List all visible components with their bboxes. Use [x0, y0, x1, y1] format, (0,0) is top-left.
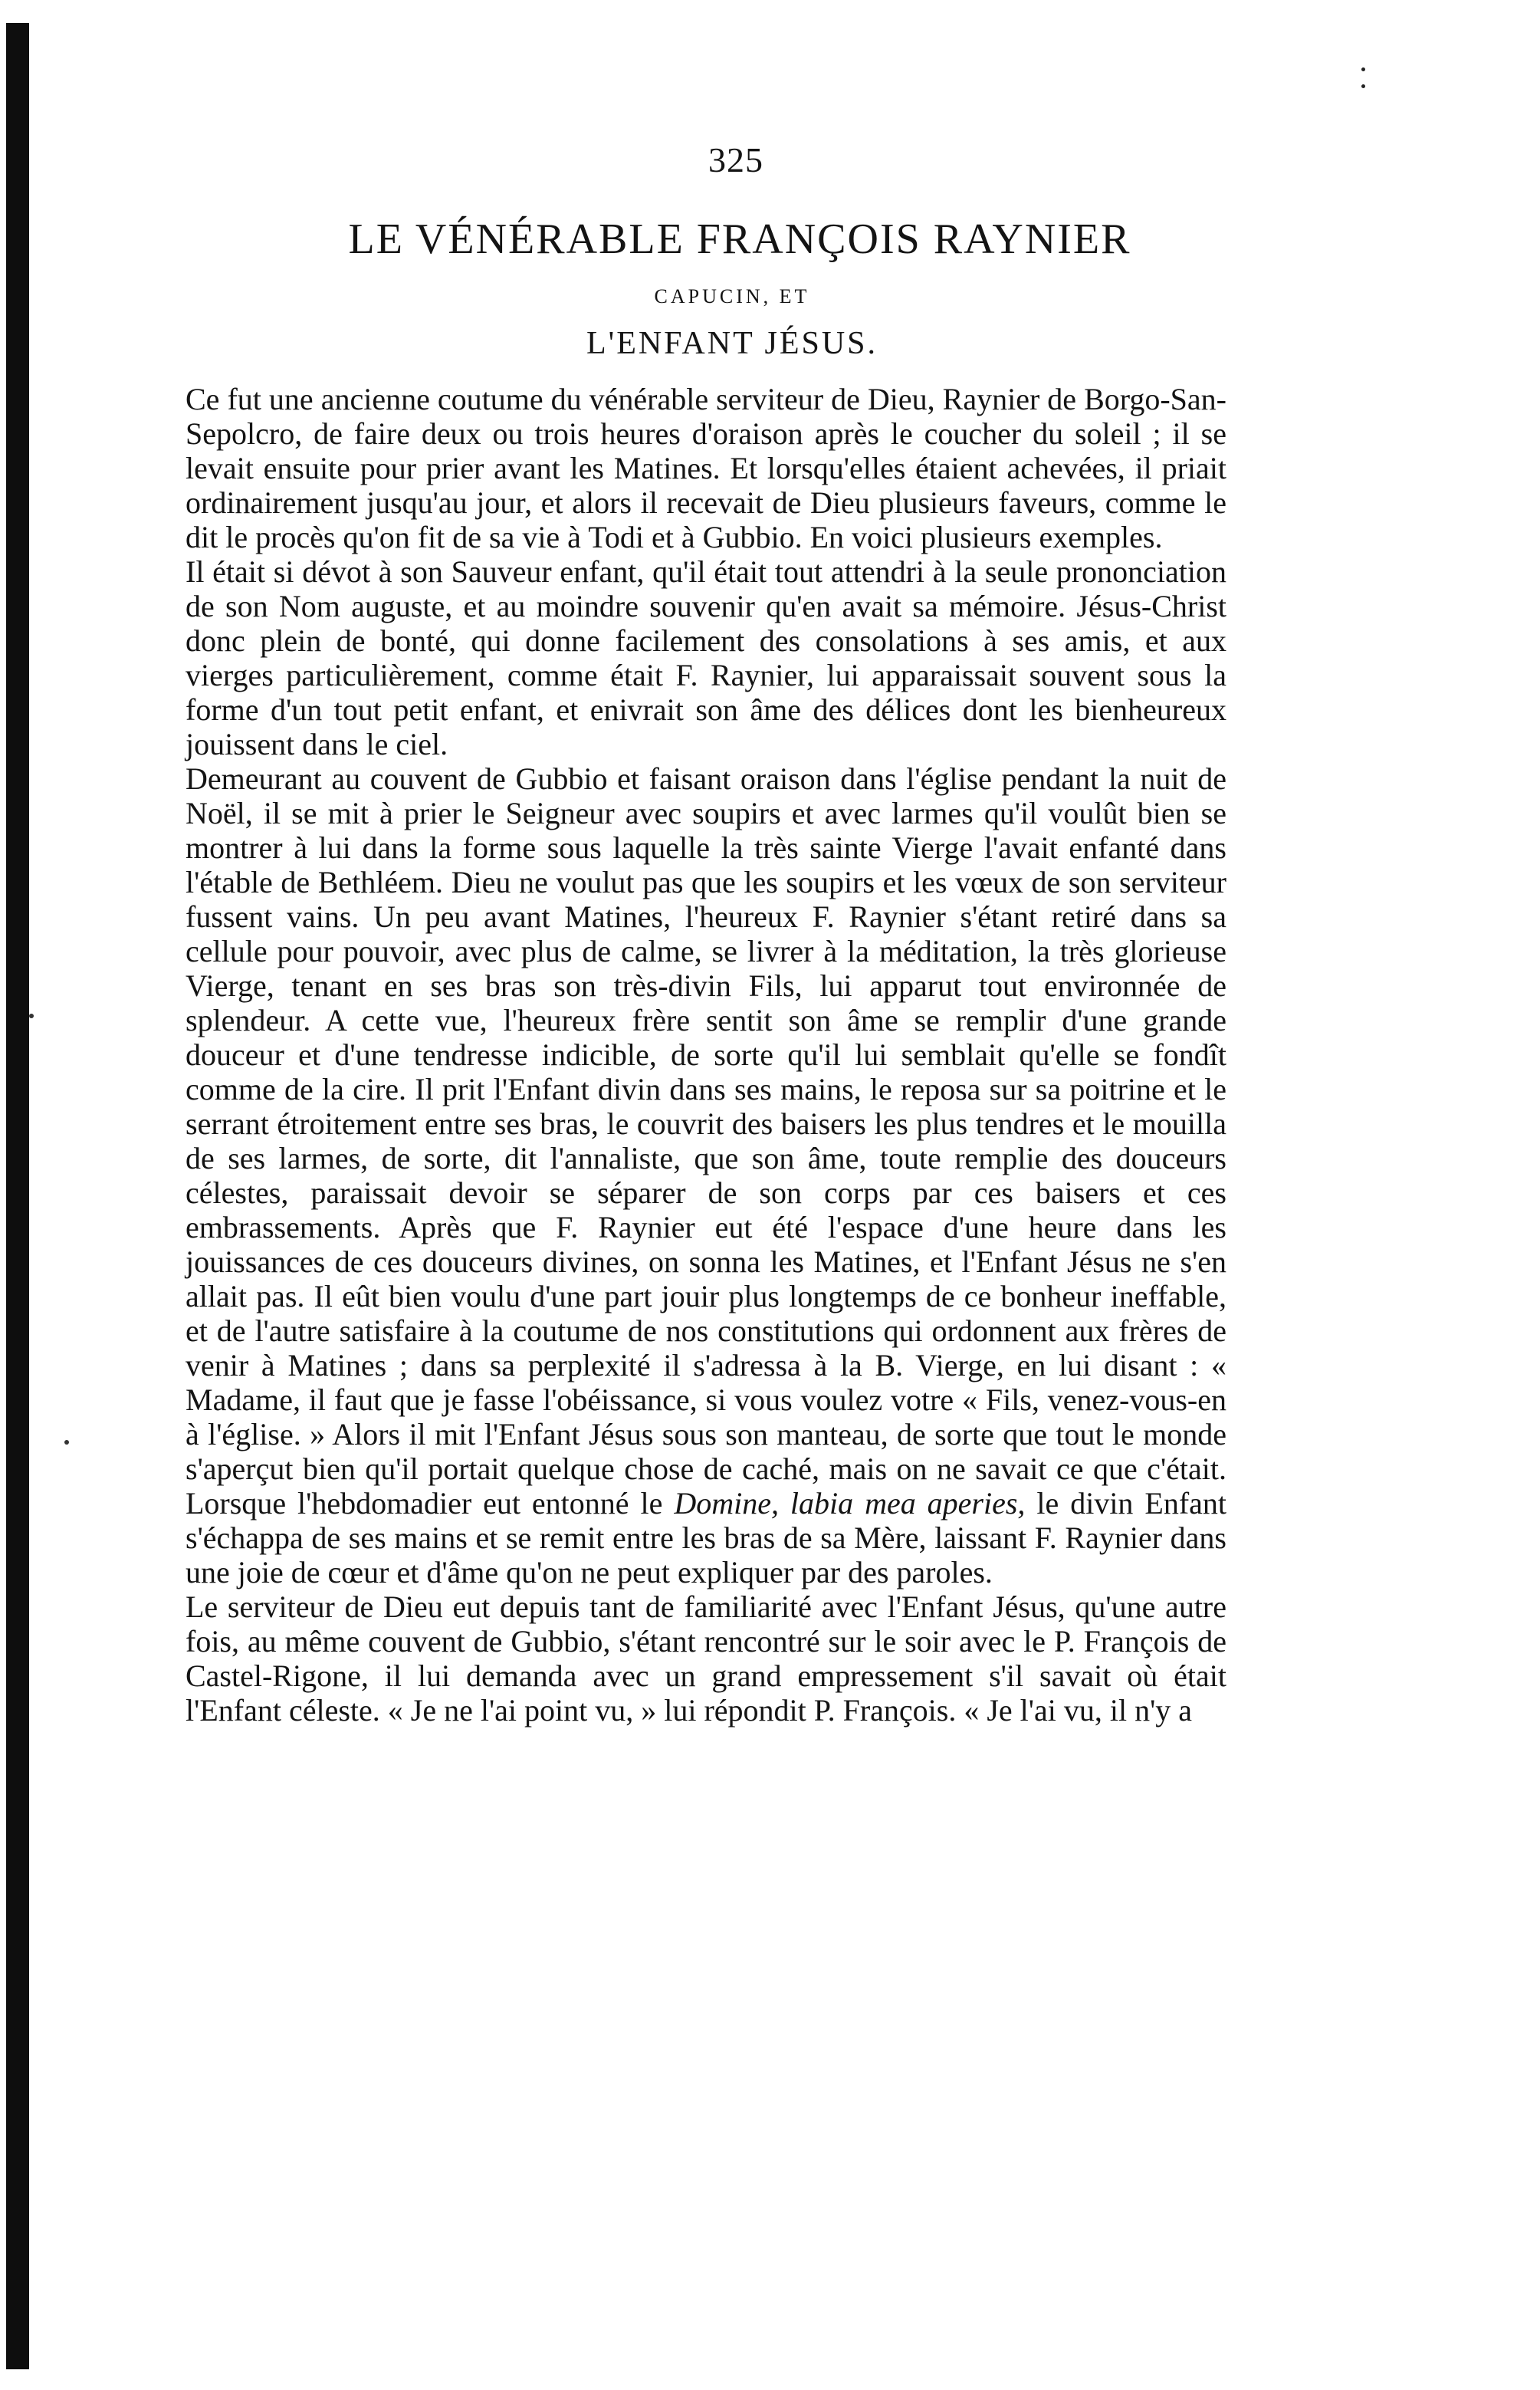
page-subtitle: CAPUCIN, ET — [654, 285, 810, 307]
paragraph-text: le divin Enfant s'échappa de ses mains et se remit entre les bras de sa Mère, laissant F. Raynier dans une joie de cœur et d'âme qu'on ne peut expliquer par des paroles. — [186, 1486, 1227, 1589]
scan-speck — [29, 1014, 34, 1018]
scan-speck — [64, 1440, 69, 1445]
scan-edge-bar — [6, 23, 29, 2369]
paragraph-text: Demeurant au couvent de Gubbio et faisant oraison dans l'église pendant la nuit de Noël, il se mit à prier le Seigneur avec soupirs et avec larmes qu'il voulût bien se montrer à lui dans la forme sous laquelle la très sainte Vierge l'avait enfanté dans l'étable de Bethléem. Dieu ne voulut pas que les soupirs et les vœux de son serviteur fussent vains. Un peu avant Matines, l'heureux F. Raynier s'étant retiré dans sa cellule pour pouvoir, avec plus de calme, se livrer à la méditation, la très glorieuse Vierge, tenant en ses bras son très-divin Fils, lui apparut tout environnée de splendeur. A cette vue, l'heureux frère sentit son âme se remplir d'une grande douceur et d'une tendresse indicible, de sorte qu'il lui semblait qu'elle se fondît comme de la cire. Il prit l'Enfant divin dans ses mains, le reposa sur sa poitrine et le serrant étroitement entre ses bras, le couvrit des baisers les plus tendres et le mouilla de ses larmes, de sorte, dit l'annaliste, que son âme, toute remplie des douceurs célestes, paraissait devoir se séparer de son corps par ces baisers et ces embrassements. Après que F. Raynier eut été l'espace d'une heure dans les jouissances de ces douceurs divines, on sonna les Matines, et l'Enfant Jésus ne s'en allait pas. Il eût bien voulu d'une part jouir plus longtemps de ce bonheur ineffable, et de l'autre satisfaire à la coutume de nos constitutions qui ordonnent aux frères de venir à Matines ; dans sa perplexité il s'adressa à la B. Vierge, en lui disant : « Madame, il faut que je fasse l'obéissance, si vous voulez votre « Fils, venez-vous-en à l'église. » Alors il mit l'Enfant Jésus sous son manteau, de sorte que tout le monde s'aperçut bien qu'il portait quelque chose de caché, mais on ne savait ce que c'était. Lorsque l'hebdomadier eut entonné le — [186, 761, 1226, 1520]
scan-mark — [1361, 67, 1365, 71]
scan-mark — [1361, 84, 1365, 88]
page-number: 325 — [708, 140, 763, 179]
page-subtitle-second: L'ENFANT JÉSUS. — [586, 326, 878, 361]
paragraph: Il était si dévot à son Sauveur enfant, qu'il était tout attendri à la seule prononciation de son Nom auguste, et au moindre souvenir qu'en avait sa mémoire. Jésus-Christ donc plein de bonté, qui donne facilement des consolations à ses amis, et aux vierges particulièrement, comme était F. Raynier, lui apparaissait souvent sous la forme d'un tout petit enfant, et enivrait son âme des délices dont les bienheureux jouissent dans le ciel. — [186, 554, 1226, 761]
paragraph: Le serviteur de Dieu eut depuis tant de familiarité avec l'Enfant Jésus, qu'une autre fois, au même couvent de Gubbio, s'étant rencontré sur le soir avec le P. François de Castel-Rigone, il lui demanda avec un grand empressement s'il savait où était l'Enfant céleste. « Je ne l'ai point vu, » lui répondit P. François. « Je l'ai vu, il n'y a — [186, 1589, 1226, 1728]
page-title: LE VÉNÉRABLE FRANÇOIS RAYNIER — [348, 215, 1131, 263]
paragraph — [186, 761, 1226, 1589]
latin-quote: Domine, labia mea aperies, — [674, 1486, 1026, 1520]
paragraph: Ce fut une ancienne coutume du vénérable serviteur de Dieu, Raynier de Borgo-San-Sepolcro, de faire deux ou trois heures d'oraison après le coucher du soleil ; il se levait ensuite pour prier avant les Matines. Et lorsqu'elles étaient achevées, il priait ordinairement jusqu'au jour, et alors il recevait de Dieu plusieurs faveurs, comme le dit le procès qu'on fit de sa vie à Todi et à Gubbio. En voici plusieurs exemples. — [186, 382, 1226, 554]
body-text — [186, 382, 1226, 1728]
